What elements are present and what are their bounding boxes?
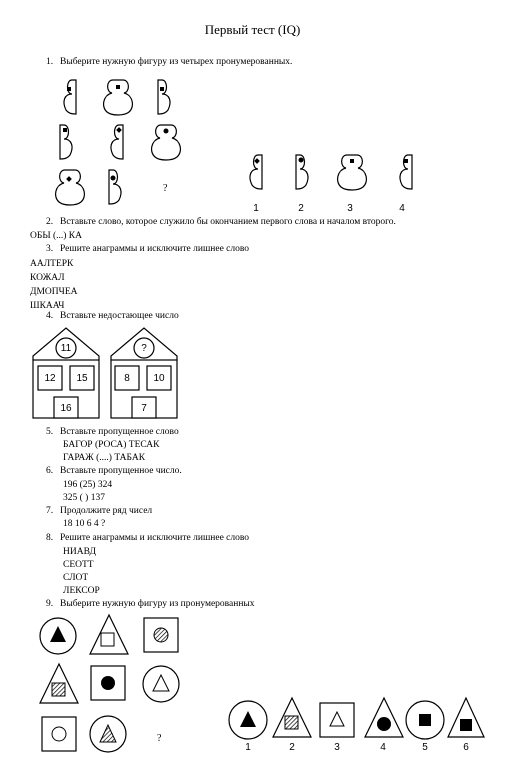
anagram-word: ШКААЧ: [30, 301, 65, 311]
question-mark: ?: [157, 733, 162, 744]
anagram-word: ЛЕКСОР: [63, 586, 100, 596]
question-text: Решите анаграммы и исключите лишнее слово: [60, 244, 250, 254]
task-line: 196 (25) 324: [63, 480, 113, 490]
page-title: Первый тест (IQ): [204, 22, 301, 37]
question-number: 8.: [46, 533, 54, 543]
anagram-word: КОЖАЛ: [30, 273, 65, 283]
anagram-word: ААЛТЕРК: [30, 259, 74, 269]
task-line: 18 10 6 4 ?: [63, 519, 106, 529]
option-label: 2: [298, 203, 304, 214]
q1-option-1[interactable]: [250, 155, 262, 189]
q9-option-1[interactable]: [229, 701, 267, 739]
q9-figure: [144, 618, 178, 652]
question-text: Выберите нужную фигуру из четырех пронумерованных.: [60, 57, 293, 67]
house-1-left-number: 12: [44, 373, 56, 384]
question-text: Вставьте пропущенное число.: [60, 466, 182, 476]
question-text: Продолжите ряд чисел: [60, 506, 153, 516]
question-text: Вставьте пропущенное слово: [60, 427, 179, 437]
option-label: 1: [245, 742, 251, 753]
house-2-left-number: 8: [124, 373, 130, 384]
question-number: 1.: [46, 57, 54, 67]
anagram-word: СЕОТТ: [63, 560, 94, 570]
question-number: 9.: [46, 599, 54, 609]
q1-figure: [111, 125, 123, 159]
q9-figure: [40, 618, 76, 654]
option-label: 4: [380, 742, 386, 753]
option-label: 2: [289, 742, 295, 753]
task-line: БАГОР (РОСА) ТЕСАК: [63, 440, 160, 450]
option-label: 3: [347, 203, 353, 214]
q1-figure: [104, 80, 133, 115]
q9-figure: [91, 666, 125, 700]
q1-figure: [109, 170, 121, 204]
house-1-right-number: 15: [76, 373, 88, 384]
question-text: Вставьте слово, которое служило бы окончанием первого слова и началом второго.: [60, 217, 396, 227]
question-number: 4.: [46, 311, 54, 321]
q1-option-4[interactable]: [400, 155, 412, 189]
house-1-bottom-number: 16: [60, 403, 72, 414]
question-number: 5.: [46, 427, 54, 437]
q9-figure: [42, 717, 76, 751]
question-number: 2.: [46, 217, 54, 227]
q9-option-2[interactable]: [273, 698, 311, 737]
q9-figure: [40, 664, 78, 703]
q1-figure: [158, 80, 170, 114]
q1-figure: [60, 125, 72, 159]
house-2-roof-number: ?: [141, 343, 147, 354]
q1-option-3[interactable]: [338, 155, 367, 190]
q9-figure: [90, 716, 126, 752]
option-label: 1: [253, 203, 259, 214]
task-text: ОБЫ (...) КА: [30, 231, 82, 241]
option-label: 5: [422, 742, 428, 753]
option-label: 3: [334, 742, 340, 753]
q9-figure: [143, 666, 179, 702]
question-text: Вставьте недостающее число: [60, 311, 179, 321]
q9-figure: [90, 615, 128, 654]
question-text: Решите анаграммы и исключите лишнее слово: [60, 533, 250, 543]
house-2-bottom-number: 7: [141, 403, 147, 414]
q9-option-3[interactable]: [320, 703, 354, 737]
option-label: 4: [399, 203, 405, 214]
anagram-word: ДМОПЧЕА: [30, 287, 78, 297]
question-number: 6.: [46, 466, 54, 476]
q9-option-4[interactable]: [365, 698, 403, 737]
house-2-right-number: 10: [153, 373, 165, 384]
anagram-word: СЛОТ: [63, 573, 89, 583]
question-mark: ?: [163, 183, 168, 194]
q1-option-2[interactable]: [296, 155, 308, 189]
house-1-roof-number: 11: [60, 343, 72, 354]
q1-figure: [64, 80, 76, 114]
task-line: 325 ( ) 137: [63, 493, 105, 503]
q1-figure: [152, 125, 181, 160]
q9-option-5[interactable]: [406, 701, 444, 739]
question-text: Выберите нужную фигуру из пронумерованных: [60, 599, 255, 609]
task-line: ГАРАЖ (....) ТАБАК: [63, 453, 146, 463]
question-number: 3.: [46, 244, 54, 254]
question-number: 7.: [46, 506, 54, 516]
option-label: 6: [463, 742, 469, 753]
q9-option-6[interactable]: [448, 698, 484, 737]
q1-figure: [56, 170, 85, 205]
anagram-word: НИАВД: [63, 547, 97, 557]
